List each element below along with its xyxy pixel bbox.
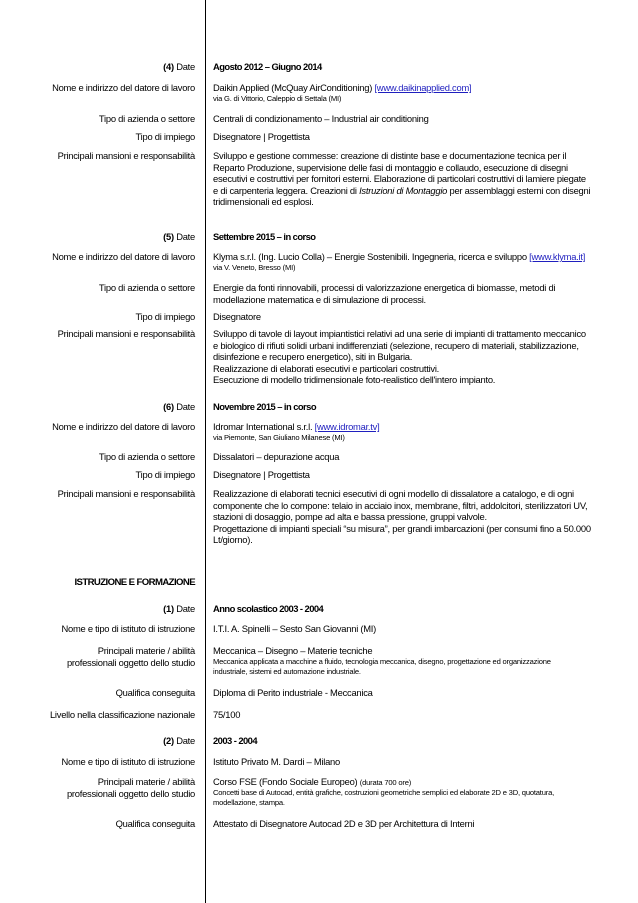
duties-line: stazioni di dosaggio, pompe ad alta e bassa pressione, gruppi valvole.: [213, 511, 487, 523]
subjects-detail: Meccanica applicata a macchine a fluido, tecnologia meccanica, disegno, progettazione ed organizzazione industriale, sistemi ed automazione industriale.: [213, 656, 551, 676]
edu-number: (2): [163, 735, 174, 746]
school-value: I.T.I. A. Spinelli – Sesto San Giovanni (MI): [213, 623, 377, 634]
type-label: Tipo di impiego: [135, 131, 195, 142]
duties-line: componente che lo compone: telaio in acciaio inox, membrane, filtri, addolcitori, sterilizzatori UV,: [213, 499, 588, 511]
subjects-detail: Concetti base di Autocad, entità grafiche, costruzioni geometriche semplici ed elaborate 2D e 3D, quotatura, modellazione, stampa.: [213, 788, 554, 807]
school-label: Nome e tipo di istituto di istruzione: [61, 623, 195, 634]
date-label: Date: [176, 61, 195, 72]
employer-address: via Piemonte, San Giuliano Milanese (MI): [213, 432, 345, 442]
employer-name: Klyma s.r.l. (Ing. Lucio Colla) – Energie Sostenibili. Ingegneria, ricerca e sviluppo: [213, 251, 527, 262]
duties-text: [213, 150, 605, 208]
employer-name: Daikin Applied (McQuay AirConditioning): [213, 82, 373, 93]
sector-value: Centrali di condizionamento – Industrial air conditioning: [213, 113, 429, 124]
job-number: (5): [163, 231, 174, 242]
sector-label: Tipo di azienda o settore: [98, 282, 195, 293]
sector-value: Dissalatori – depurazione acqua: [213, 451, 340, 462]
sector-label: Tipo di azienda o settore: [98, 451, 195, 462]
employer-label: Nome e indirizzo del datore di lavoro: [52, 82, 195, 93]
duties-line: Sviluppo di tavole di layout impiantistici relativi ad una serie di impianti di trattamento meccanico: [213, 328, 586, 339]
employer-link[interactable]: [www.idromar.tv]: [314, 421, 380, 432]
duties-line: Progettazione di impianti speciali “su misura”, per grandi imbarcazioni (per consumi fino a 50.000: [213, 522, 591, 534]
qualification-value: Attestato di Disegnatore Autocad 2D e 3D per Architettura di Interni: [213, 818, 475, 829]
type-label: Tipo di impiego: [135, 469, 195, 480]
duties-line: tridimensionali ed esplosi.: [213, 196, 314, 208]
job-date: Settembre 2015 – in corso: [213, 231, 316, 242]
employer-label: Nome e indirizzo del datore di lavoro: [52, 251, 195, 262]
qualification-value: Diploma di Perito industriale - Meccanica: [213, 687, 373, 698]
date-label: Date: [176, 231, 195, 242]
duties-text: [213, 488, 605, 546]
date-label: Date: [176, 401, 195, 412]
type-label: Tipo di impiego: [135, 311, 195, 322]
sector-label: Tipo di azienda o settore: [98, 113, 195, 124]
edu-number: (1): [163, 603, 174, 614]
edu-date: 2003 - 2004: [213, 735, 257, 746]
job-number: (6): [163, 401, 174, 412]
italic-term: Istruzioni di Montaggio: [359, 184, 448, 196]
level-value: 75/100: [213, 709, 241, 720]
subjects-main: Corso FSE (Fondo Sociale Europeo): [213, 776, 358, 787]
subjects-note: (durata 700 ore): [359, 778, 412, 787]
duties-line: esecutivi e costruttivi per fornitori esterni. Elaborazione di particolari costruttivi di lamiere piegate: [213, 173, 586, 185]
date-label: Date: [176, 603, 195, 614]
subjects-main: Meccanica – Disegno – Materie tecniche: [213, 645, 373, 656]
job-date: Agosto 2012 – Giugno 2014: [213, 61, 322, 72]
type-value: Disegnatore: [213, 311, 261, 322]
employer-name: Idromar International s.r.l.: [213, 421, 313, 432]
date-label: Date: [176, 735, 195, 746]
column-divider: [205, 0, 206, 903]
education-heading: ISTRUZIONE E FORMAZIONE: [74, 577, 195, 588]
duties-label: Principali mansioni e responsabilità: [57, 328, 195, 339]
edu-date: Anno scolastico 2003 - 2004: [213, 603, 324, 614]
qualification-label: Qualifica conseguita: [115, 818, 195, 829]
duties-line: Sviluppo e gestione commesse: creazione di distinte base e documentazione tecnica per il: [213, 150, 567, 161]
duties-line: Lt/giorno).: [213, 534, 253, 546]
duties-label: Principali mansioni e responsabilità: [57, 488, 195, 499]
duties-line: e biologico di rifiuti solidi urbani indifferenziati (selezione, recupero di materiali, stabilizzazione,: [213, 339, 579, 351]
duties-text: [213, 328, 605, 386]
subjects-label: Principali materie / abilità professionali oggetto dello studio: [66, 776, 195, 799]
duties-line: Realizzazione di elaborati tecnici esecutivi di ogni modello di dissalatore a catalogo, e di ogni: [213, 488, 574, 499]
employer-address: via V. Veneto, Bresso (MI): [213, 262, 296, 272]
duties-line: Reparto Produzione, supervisione delle fasi di montaggio e collaudo, esecuzione di disegni: [213, 161, 568, 173]
employer-link[interactable]: [www.daikinapplied.com]: [374, 82, 472, 93]
sector-value: Energie da fonti rinnovabili, processi di valorizzazione energetica di biomasse, metodi di modellazione matematica e di simulazione di processi.: [213, 282, 556, 305]
qualification-label: Qualifica conseguita: [115, 687, 195, 698]
duties-line: Esecuzione di modello tridimensionale foto-realistico dell'intero impianto.: [213, 374, 496, 386]
type-value: Disegnatore | Progettista: [213, 469, 310, 480]
employer-address: via G. di Vittorio, Caleppio di Settala (MI): [213, 93, 342, 103]
school-label: Nome e tipo di istituto di istruzione: [61, 756, 195, 767]
duties-line: Realizzazione di elaborati esecutivi e particolari costruttivi.: [213, 362, 440, 374]
employer-label: Nome e indirizzo del datore di lavoro: [52, 421, 195, 432]
duties-line: disinfezione e recupero energetico), siti in Bulgaria.: [213, 351, 413, 363]
duties-line: e di carpenteria leggera. Creazioni di Istruzioni di Montaggio per assemblaggi esterni con disegni: [213, 184, 591, 196]
school-value: Istituto Privato M. Dardi – Milano: [213, 756, 340, 767]
job-date: Novembre 2015 – in corso: [213, 401, 316, 412]
job-number: (4): [163, 61, 174, 72]
type-value: Disegnatore | Progettista: [213, 131, 310, 142]
employer-link[interactable]: [www.klyma.it]: [529, 251, 586, 262]
subjects-label: Principali materie / abilità professionali oggetto dello studio: [66, 645, 195, 668]
level-label: Livello nella classificazione nazionale: [49, 709, 195, 720]
duties-label: Principali mansioni e responsabilità: [57, 150, 195, 161]
